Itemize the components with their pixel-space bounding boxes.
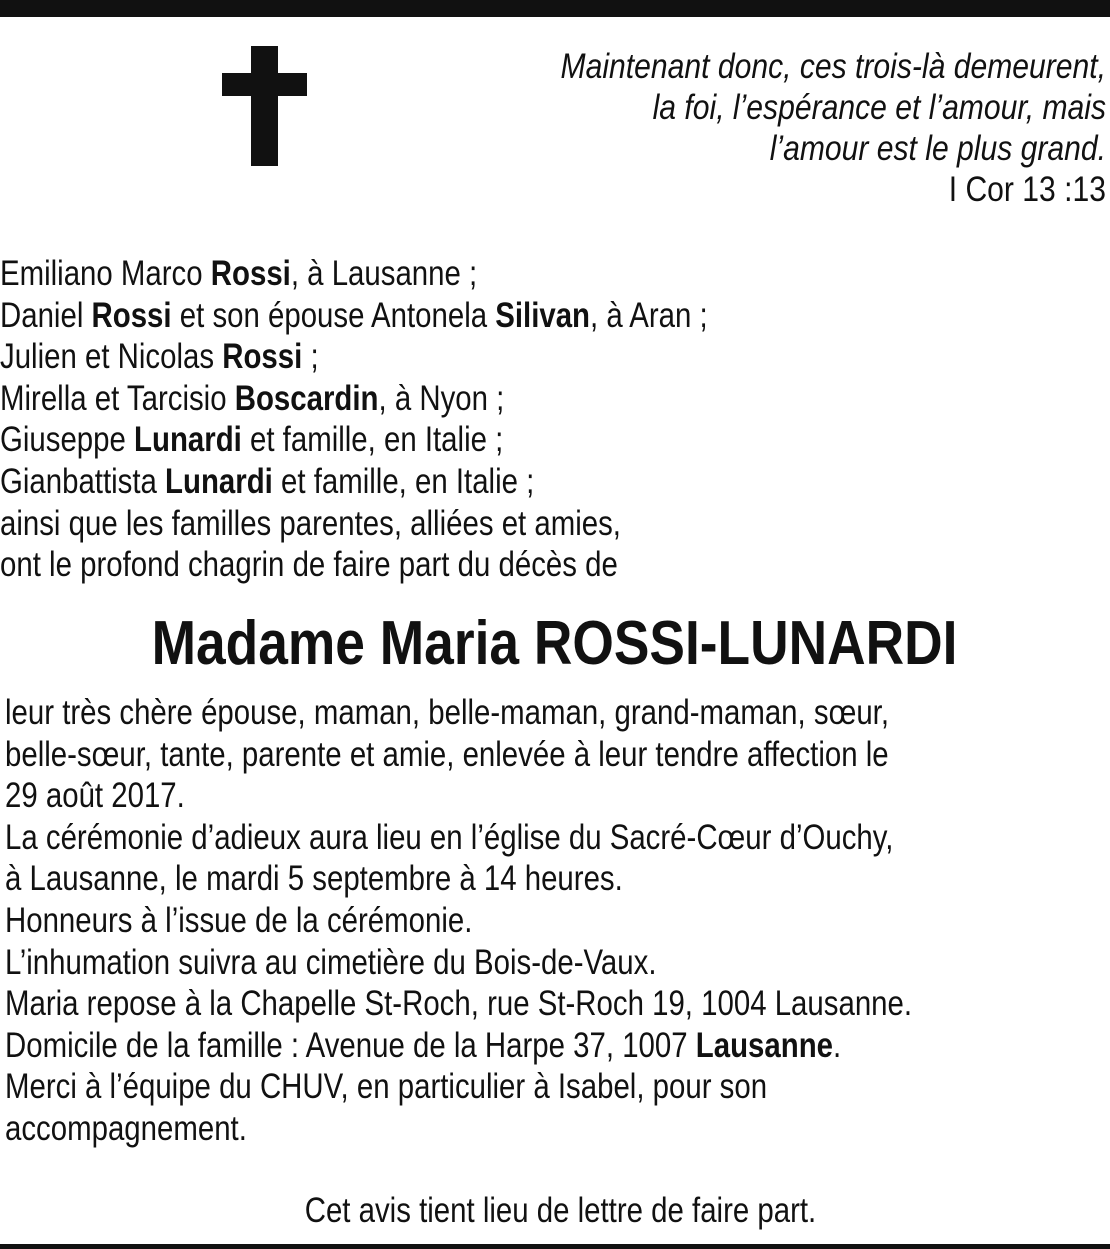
bottom-rule — [0, 1244, 1110, 1249]
top-rule — [0, 0, 1110, 17]
verse-reference: I Cor 13 :13 — [948, 170, 1106, 209]
body-line-8: Maria repose à la Chapelle St-Roch, rue St-Roch 19, 1004 Lausanne. — [5, 984, 913, 1024]
body-line-4: La cérémonie d’adieux aura lieu en l’église du Sacré-Cœur d’Ouchy, — [5, 817, 894, 857]
family-line-5: Giuseppe Lunardi et famille, en Italie ; — [0, 420, 504, 460]
body-line-3: 29 août 2017. — [5, 776, 185, 816]
family-line-4: Mirella et Tarcisio Boscardin, à Nyon ; — [0, 378, 505, 418]
verse-line-1: Maintenant donc, ces trois-là demeurent, — [560, 47, 1106, 86]
family-line-6: Gianbattista Lunardi et famille, en Italie ; — [0, 461, 535, 501]
body-line-5: à Lausanne, le mardi 5 septembre à 14 heures. — [5, 859, 623, 899]
family-line-3: Julien et Nicolas Rossi ; — [0, 337, 319, 377]
cross-vertical-bar — [251, 46, 278, 166]
cross-icon — [222, 46, 307, 166]
family-list — [0, 253, 708, 586]
body-line-1: leur très chère épouse, maman, belle-maman, grand-maman, sœur, — [5, 693, 890, 732]
body-line-9: Domicile de la famille : Avenue de la Harpe 37, 1007 Lausanne. — [5, 1025, 842, 1065]
deceased-name: Madame Maria ROSSI-LUNARDI — [152, 609, 958, 678]
closing-note: Cet avis tient lieu de lettre de faire part. — [304, 1191, 816, 1230]
bible-verse — [556, 46, 1106, 210]
family-line-2: Daniel Rossi et son épouse Antonela Silivan, à Aran ; — [0, 295, 708, 335]
cross-horizontal-bar — [222, 73, 307, 96]
family-line-7: ainsi que les familles parentes, alliées et amies, — [0, 503, 621, 543]
family-line-1: Emiliano Marco Rossi, à Lausanne ; — [0, 254, 478, 293]
verse-line-3: l’amour est le plus grand. — [769, 129, 1106, 168]
body-line-6: Honneurs à l’issue de la cérémonie. — [5, 900, 473, 940]
notice-body — [5, 692, 912, 1150]
verse-line-2: la foi, l’espérance et l’amour, mais — [652, 88, 1106, 127]
body-line-11: accompagnement. — [5, 1108, 247, 1148]
body-line-10: Merci à l’équipe du CHUV, en particulier à Isabel, pour son — [5, 1067, 768, 1107]
body-line-2: belle-sœur, tante, parente et amie, enlevée à leur tendre affection le — [5, 734, 889, 774]
body-line-7: L’inhumation suivra au cimetière du Bois-de-Vaux. — [5, 942, 657, 982]
family-line-8: ont le profond chagrin de faire part du décès de — [0, 545, 618, 585]
